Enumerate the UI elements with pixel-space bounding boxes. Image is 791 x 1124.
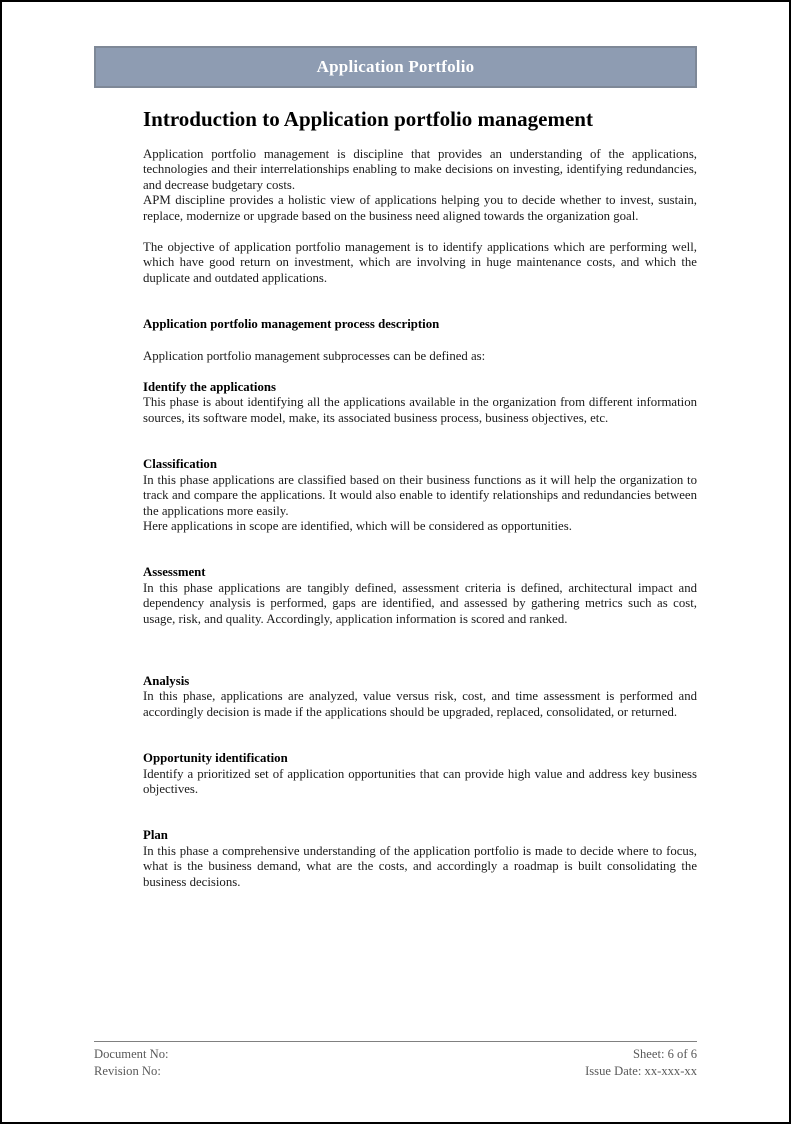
section-heading: Analysis xyxy=(143,673,190,688)
section-paragraph: Identify a prioritized set of application opportunities that can provide high value and address key business objectives. xyxy=(143,766,697,796)
sheet-number: Sheet: 6 of 6 xyxy=(632,1047,697,1061)
issue-date: Issue Date: xx-xxx-xx xyxy=(585,1063,697,1078)
section-heading: Classification xyxy=(143,457,217,472)
document-body xyxy=(143,107,697,890)
section-paragraph: Here applications in scope are identified, which will be considered as opportunities. xyxy=(143,518,572,533)
page-header-banner xyxy=(94,46,697,88)
section-classification xyxy=(143,457,697,534)
section-opportunity-identification xyxy=(143,751,697,797)
intro-paragraph-3: The objective of application portfolio management is to identify applications which are performing well, which have good return on investment, which are involving in huge maintenance costs, and which the duplicate and outdated applications. xyxy=(143,240,697,285)
section-heading: Opportunity identification xyxy=(143,751,288,766)
section-paragraph: In this phase applications are tangibly defined, assessment criteria is defined, architectural impact and dependency analysis is performed, gaps are identified, and assessed by gathering metrics such as cost, usage, risk, and quality. Accordingly, application information is scored and ranked. xyxy=(143,580,697,626)
section-identify xyxy=(143,380,697,426)
section-heading: Assessment xyxy=(143,565,206,580)
intro-paragraph-2: APM discipline provides a holistic view of applications helping you to decide whether to invest, sustain, replace, modernize or upgrade based on the business need aligned towards the organization goal. xyxy=(143,193,697,223)
process-description-intro: Application portfolio management subprocesses can be defined as: xyxy=(143,348,486,363)
section-plan xyxy=(143,828,697,890)
revision-no-label: Revision No: xyxy=(94,1063,161,1078)
document-no-label: Document No: xyxy=(94,1047,169,1061)
page-title: Introduction to Application portfolio management xyxy=(143,107,593,131)
footer-left-block xyxy=(94,1046,169,1079)
section-heading: Identify the applications xyxy=(143,380,276,395)
section-paragraph: This phase is about identifying all the applications available in the organization from different information sources, its software model, make, its associated business process, business objectives, etc. xyxy=(143,395,697,425)
intro-paragraph-1: Application portfolio management is discipline that provides an understanding of the applications, technologies and their interrelationships enabling to make decisions on investing, identifying redundancies, and decrease budgetary costs. xyxy=(143,147,697,192)
footer-right-block xyxy=(585,1046,697,1079)
section-paragraph: In this phase a comprehensive understanding of the application portfolio is made to decide where to focus, what is the business demand, what are the costs, and accordingly a roadmap is built consolidating the business decisions. xyxy=(143,843,697,889)
banner-title: Application Portfolio xyxy=(316,57,475,76)
section-heading: Plan xyxy=(143,828,168,843)
page-footer xyxy=(94,1041,697,1079)
section-paragraph: In this phase applications are classified based on their business functions as it will help the organization to track and compare the applications. It would also enable to identify relationships and redundancies between the applications more easily. xyxy=(143,472,697,518)
section-paragraph: In this phase, applications are analyzed, value versus risk, cost, and time assessment is performed and accordingly decision is made if the applications should be upgraded, replaced, consolidated, or returned. xyxy=(143,689,697,719)
section-assessment xyxy=(143,565,697,627)
process-description-heading: Application portfolio management process description xyxy=(143,317,440,332)
section-analysis xyxy=(143,674,697,720)
